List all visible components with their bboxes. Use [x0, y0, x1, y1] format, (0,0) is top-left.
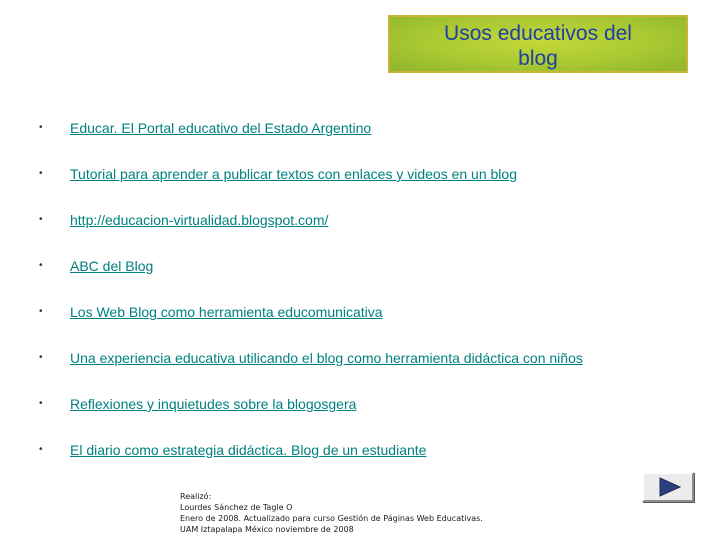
bullet-icon: •	[39, 168, 43, 179]
list-item	[0, 302, 700, 322]
bullet-icon: •	[39, 398, 43, 409]
link-educacion-virtualidad[interactable]: http://educacion-virtualidad.blogspot.com/	[70, 212, 329, 228]
link-tutorial-publicar[interactable]: Tutorial para aprender a publicar textos con enlaces y videos en un blog	[70, 166, 517, 182]
link-abc-blog[interactable]: ABC del Blog	[70, 258, 154, 274]
list-item	[0, 394, 700, 414]
credits-block	[180, 491, 483, 535]
bullet-icon: •	[39, 306, 43, 317]
slide-title	[388, 15, 688, 73]
link-diario-estrategia[interactable]: El diario como estrategia didáctica. Blog de un estudiante	[70, 442, 427, 458]
list-item	[0, 164, 700, 184]
play-next-icon	[644, 474, 692, 500]
credits-line: Enero de 2008. Actualizado para curso Gestión de Páginas Web Educativas.	[180, 514, 483, 523]
bullet-icon: •	[39, 444, 43, 455]
bullet-icon: •	[39, 122, 43, 133]
list-item	[0, 210, 700, 230]
bullet-icon: •	[39, 214, 43, 225]
list-item	[0, 118, 700, 138]
slide-title-line-2: blog	[518, 47, 558, 70]
bullet-icon: •	[39, 260, 43, 271]
link-reflexiones[interactable]: Reflexiones y inquietudes sobre la blogosgera	[70, 396, 357, 412]
list-item	[0, 440, 700, 460]
link-web-blog-educomunicativa[interactable]: Los Web Blog como herramienta educomunicativa	[70, 304, 383, 320]
link-experiencia-educativa[interactable]: Una experiencia educativa utilicando el blog como herramienta didáctica con niños	[70, 350, 583, 366]
slide-title-line-1: Usos educativos del	[444, 22, 632, 45]
list-item	[0, 256, 700, 276]
credits-line: Lourdes Sánchez de Tagle O	[180, 503, 293, 512]
link-educar-portal[interactable]: Educar. El Portal educativo del Estado Argentino	[70, 120, 372, 136]
bullet-icon: •	[39, 352, 43, 363]
next-slide-button[interactable]	[642, 472, 694, 502]
list-item	[0, 348, 700, 368]
credits-line: Realizó:	[180, 492, 212, 501]
credits-line: UAM Iztapalapa México noviembre de 2008	[180, 525, 354, 534]
